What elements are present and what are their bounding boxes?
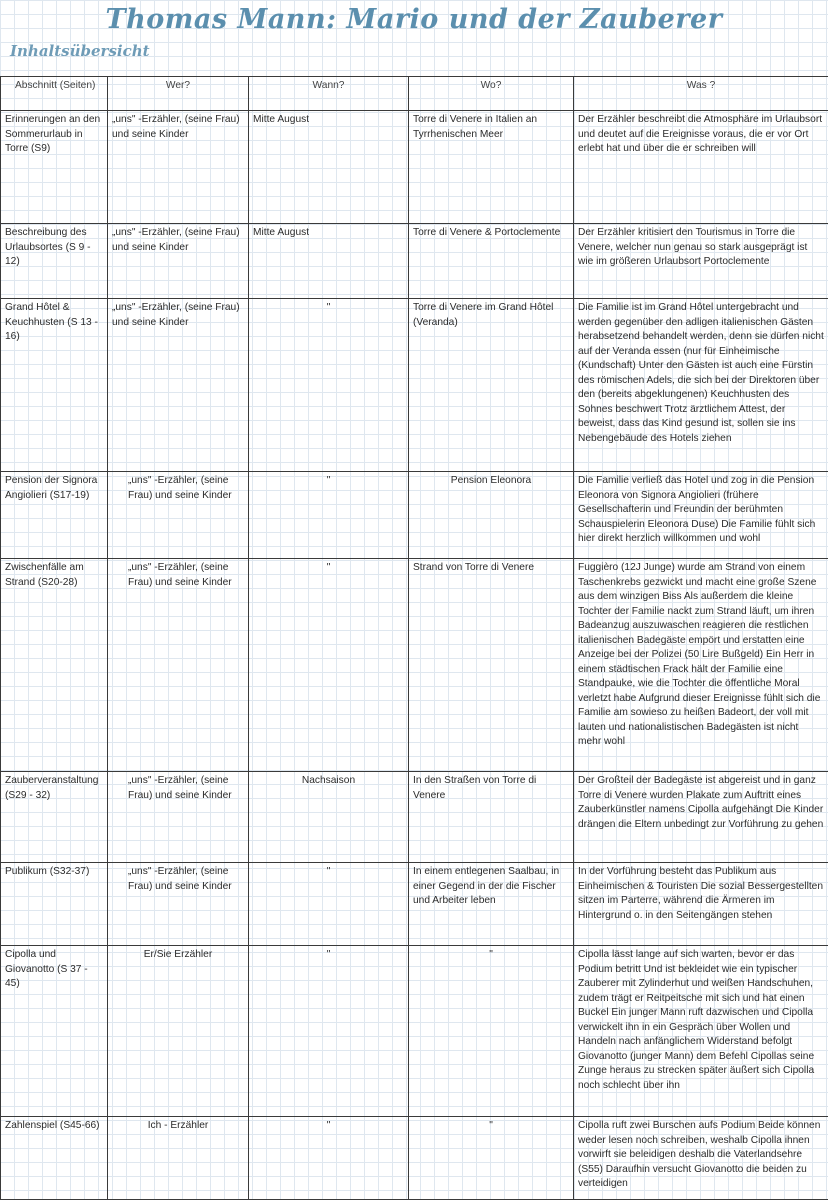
cell-abschnitt: Pension der Signora Angiolieri (S17-19) [1,472,108,559]
cell-wo: In den Straßen von Torre di Venere [409,772,574,863]
table-row [1,224,828,299]
cell-was: Die Familie ist im Grand Hôtel untergebracht und werden gegenüber den adligen italienischen Gästen herabsetzend behandelt werden, denn sie dürfen nicht auf der Veranda essen (nur für Einheimische (Kundschaft) Unter den Gästen ist auch eine Fürstin des römischen Adels, die sich bei der Direktoren über den (bereits abgeklungenen) Keuchhusten des Sohnes beschwert Trotz ärztlichem Attest, der beweist, dass das Kind gesund ist, sollen sie ins Nebengebäude des Hotels ziehen [574,299,828,472]
cell-was: Der Großteil der Badegäste ist abgereist und in ganz Torre di Venere wurden Plakate zum Auftritt eines Zauberkünstler namens Cipolla aufgehängt Die Kinder drängen die Eltern unbedingt zur Vorführung zu gehen [574,772,828,863]
cell-wer: Ich - Erzähler [108,1117,249,1200]
header-abschnitt: Abschnitt (Seiten) [1,77,108,111]
table-header-row [1,77,828,111]
cell-wann: Nachsaison [249,772,409,863]
cell-wann: " [249,863,409,946]
cell-wo: Torre di Venere im Grand Hôtel (Veranda) [409,299,574,472]
cell-wo: " [409,1117,574,1200]
cell-was: Fuggièro (12J Junge) wurde am Strand von einem Taschenkrebs gezwickt und macht eine große Szene aus dem winzigen Biss Als außerdem die kleine Tochter der Familie nackt zum Strand läuft, um ihren Badeanzug auszuwaschen reagieren die restlichen italienischen Badegäste empört und erstatten eine Anzeige bei der Polizei (50 Lire Bußgeld) Ein Herr in einem städtischen Frack hält der Familie eine Standpauke, wie die Tochter die öffentliche Moral verletzt habe Aufgrund dieser Ereignisse fühlt sich die Familie am sowieso zu heißen Badeort, der voll mit lauten und nationalistischen Badegästen ist nicht mehr wohl [574,559,828,772]
cell-wann: " [249,559,409,772]
cell-abschnitt: Zauberveranstaltung (S29 - 32) [1,772,108,863]
table-row [1,863,828,946]
header-wer: Wer? [108,77,249,111]
cell-abschnitt: Grand Hôtel & Keuchhusten (S 13 - 16) [1,299,108,472]
cell-wer: „uns" -Erzähler, (seine Frau) und seine Kinder [108,111,249,224]
table-row [1,472,828,559]
header-wann: Wann? [249,77,409,111]
cell-wer: „uns" -Erzähler, (seine Frau) und seine Kinder [108,772,249,863]
cell-wo: In einem entlegenen Saalbau, in einer Gegend in der die Fischer und Arbeiter leben [409,863,574,946]
cell-was: Cipolla ruft zwei Burschen aufs Podium Beide können weder lesen noch schreiben, weshalb Cipolla ihnen vorwirft sie beleidigen deshalb die Vaterlandsehre (S55) Daraufhin versucht Giovanotto die beiden zu verteidigen [574,1117,828,1200]
cell-was: Der Erzähler kritisiert den Tourismus in Torre die Venere, welcher nun genau so stark ausgeprägt ist wie im größeren Urlaubsort Portoclemente [574,224,828,299]
cell-abschnitt: Zwischenfälle am Strand (S20-28) [1,559,108,772]
cell-abschnitt: Cipolla und Giovanotto (S 37 - 45) [1,946,108,1117]
cell-wann: Mitte August [249,111,409,224]
cell-wann: " [249,1117,409,1200]
table-row [1,559,828,772]
cell-wer: Er/Sie Erzähler [108,946,249,1117]
cell-was: In der Vorführung besteht das Publikum aus Einheimischen & Touristen Die sozial Bessergestellten sitzen im Parterre, während die Ärmeren im Hintergrund o. in den Seitengängen stehen [574,863,828,946]
section-subtitle: Inhaltsübersicht [10,42,150,60]
header-was: Was ? [574,77,828,111]
cell-wer: „uns" -Erzähler, (seine Frau) und seine Kinder [108,863,249,946]
cell-was: Die Familie verließ das Hotel und zog in die Pension Eleonora von Signora Angiolieri (frühere Gesellschafterin und Freundin der berühmten Schauspielerin Eleonora Duse) Die Familie fühlt sich hier direkt herzlich willkommen und wohl [574,472,828,559]
cell-wer: „uns" -Erzähler, (seine Frau) und seine Kinder [108,299,249,472]
cell-wo: Torre di Venere in Italien an Tyrrhenischen Meer [409,111,574,224]
table-row [1,772,828,863]
cell-wann: " [249,472,409,559]
cell-wann: " [249,946,409,1117]
cell-wo: Strand von Torre di Venere [409,559,574,772]
summary-table [0,76,828,1200]
table-row [1,1117,828,1200]
cell-abschnitt: Erinnerungen an den Sommerurlaub in Torre (S9) [1,111,108,224]
cell-wo: " [409,946,574,1117]
header-wo: Wo? [409,77,574,111]
cell-wer: „uns" -Erzähler, (seine Frau) und seine Kinder [108,472,249,559]
cell-abschnitt: Beschreibung des Urlaubsortes (S 9 - 12) [1,224,108,299]
table-row [1,946,828,1117]
document-title: Thomas Mann: Mario und der Zauberer [0,4,828,35]
cell-wo: Torre di Venere & Portoclemente [409,224,574,299]
cell-was: Cipolla lässt lange auf sich warten, bevor er das Podium betritt Und ist bekleidet wie ein typischer Zauberer mit Zylinderhut und weißen Handschuhen, zudem trägt er Reitpeitsche mit sich und hat einen Buckel Ein junger Mann ruft dazwischen und Cipolla verwickelt ihn in ein Gespräch über Wollen und Handeln nach anfänglichem Widerstand befolgt Giovanotto (junger Mann) dem Befehl Cipollas seine Zunge heraus zu strecken später äußert sich Cipolla noch schlecht über ihn [574,946,828,1117]
cell-wer: „uns" -Erzähler, (seine Frau) und seine Kinder [108,559,249,772]
cell-wann: " [249,299,409,472]
cell-wer: „uns" -Erzähler, (seine Frau) und seine Kinder [108,224,249,299]
cell-wann: Mitte August [249,224,409,299]
table-row [1,299,828,472]
cell-was: Der Erzähler beschreibt die Atmosphäre im Urlaubsort und deutet auf die Ereignisse voraus, die er vor Ort erlebt hat und über die er schreiben will [574,111,828,224]
cell-abschnitt: Publikum (S32-37) [1,863,108,946]
cell-abschnitt: Zahlenspiel (S45-66) [1,1117,108,1200]
table-row [1,111,828,224]
cell-wo: Pension Eleonora [409,472,574,559]
